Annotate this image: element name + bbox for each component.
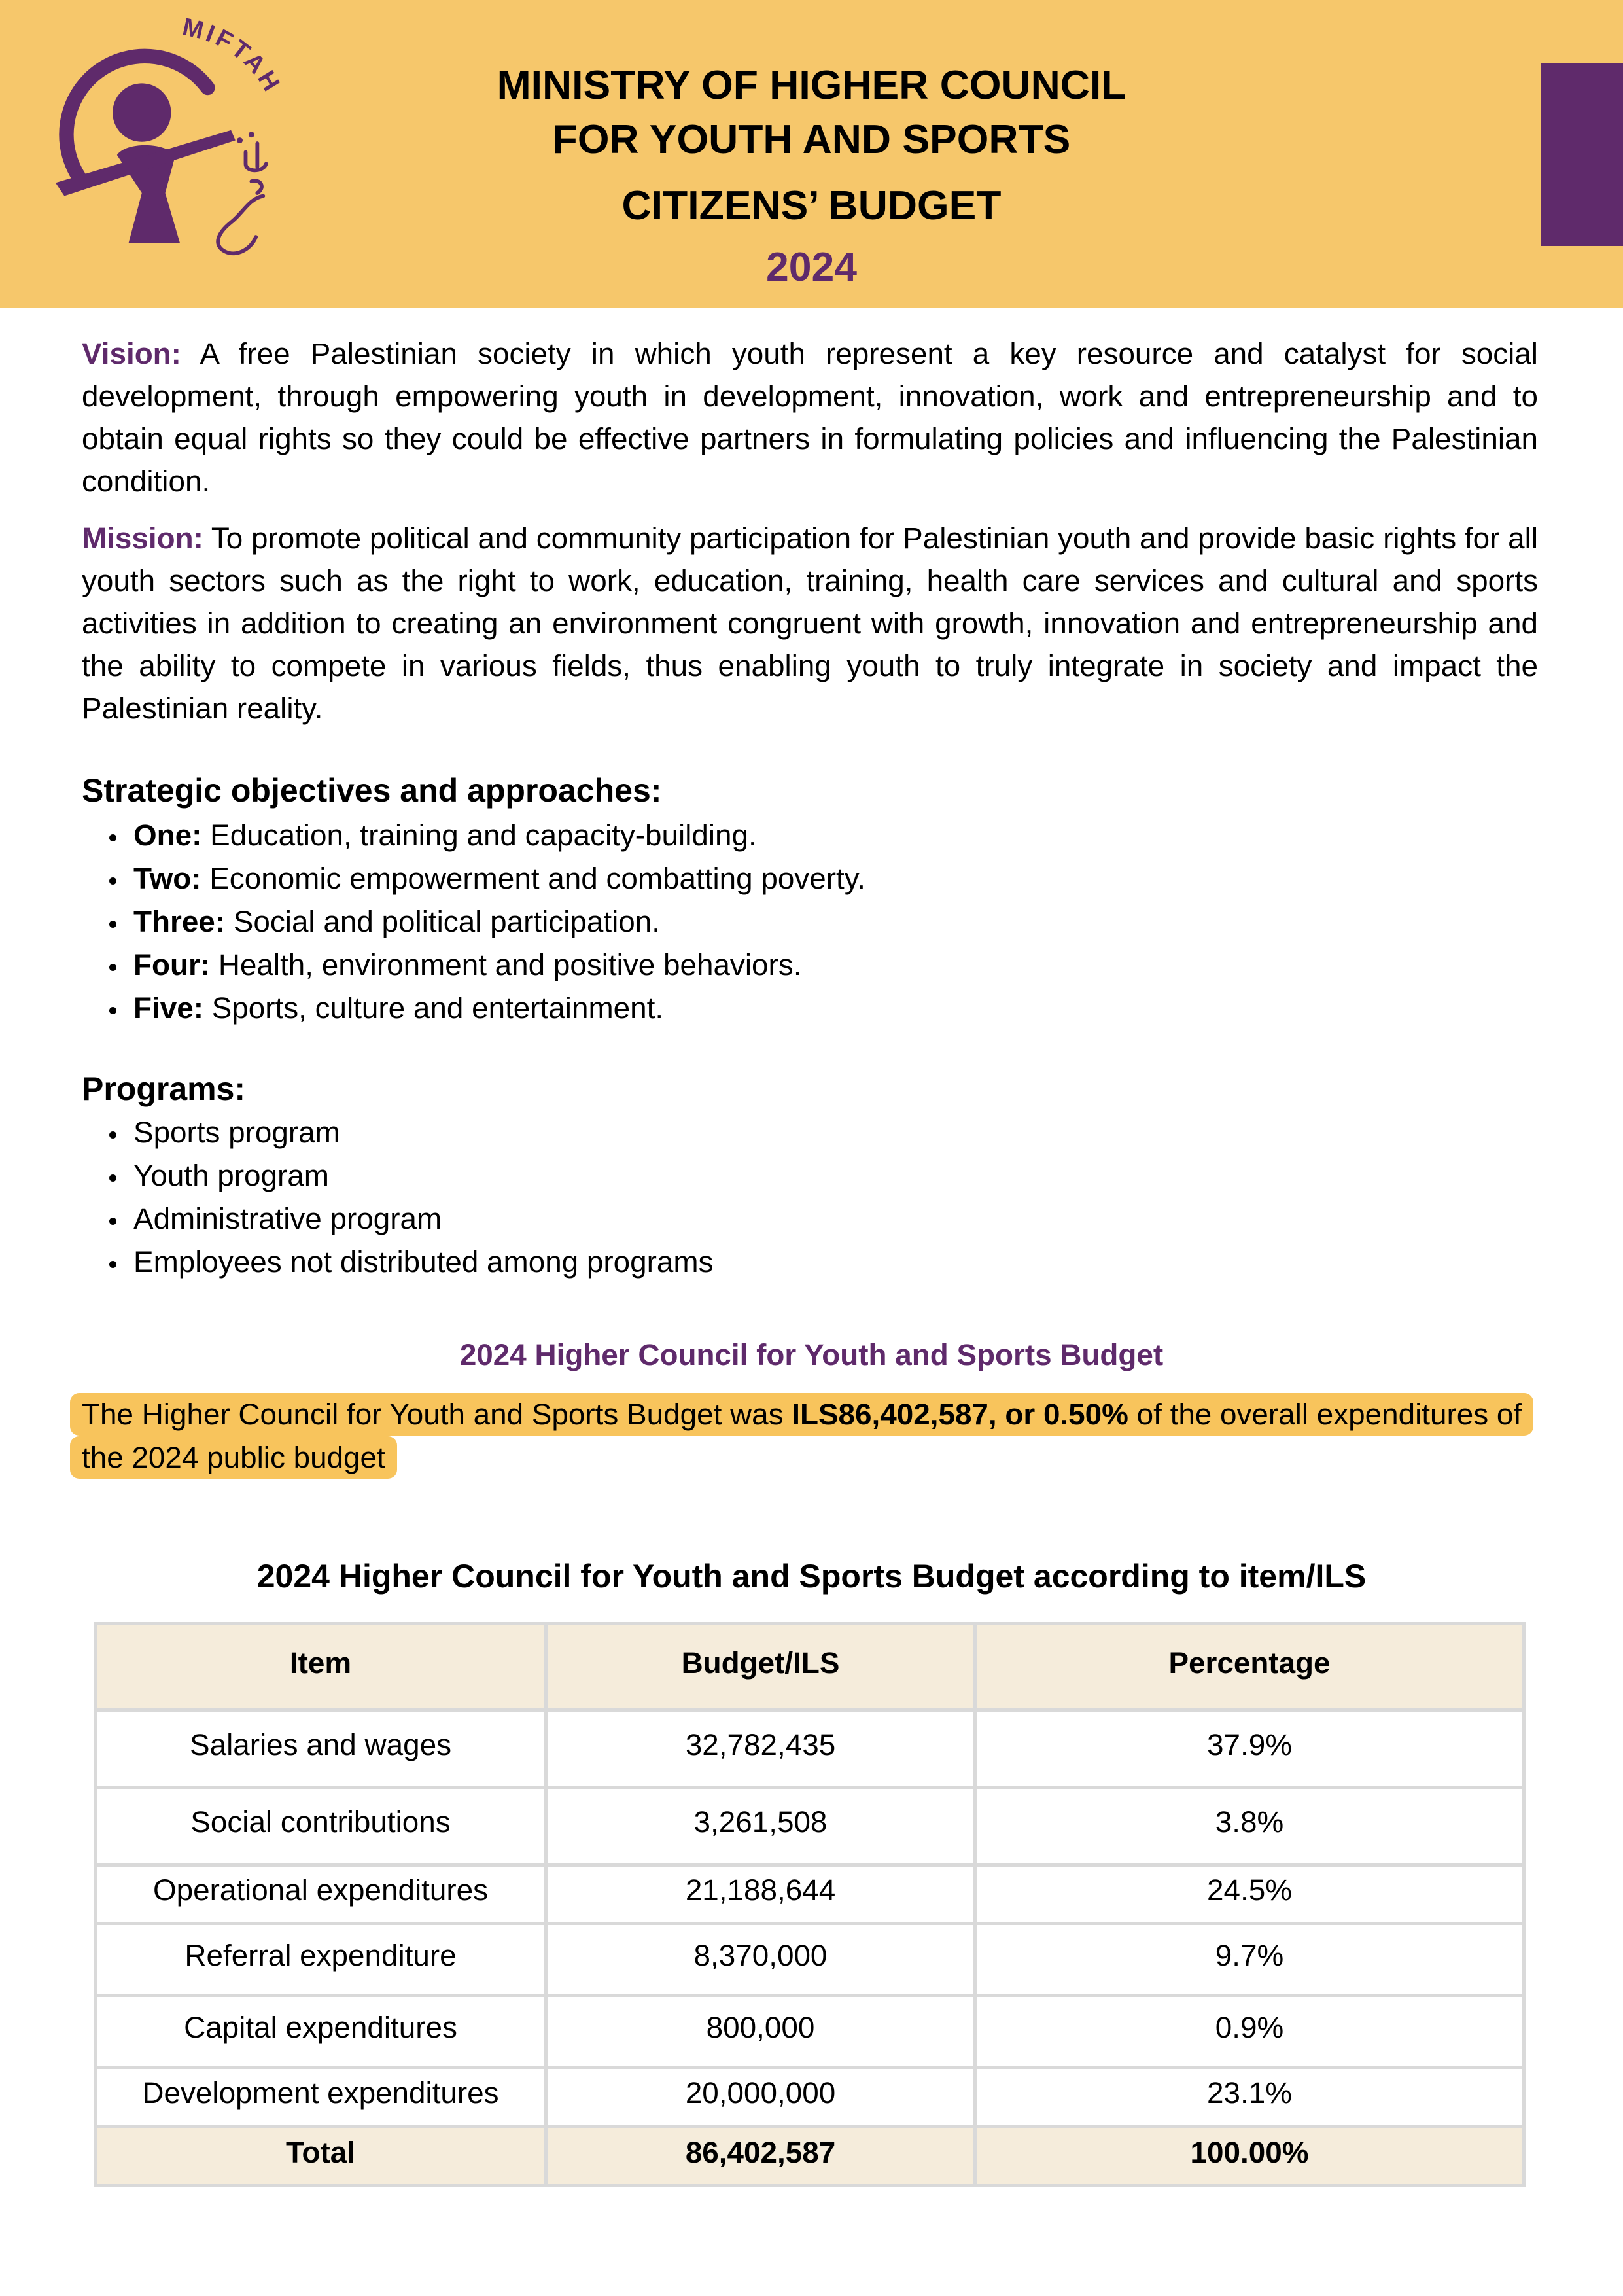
title-line-2: FOR YOUTH AND SPORTS	[552, 116, 1071, 162]
bullet-icon	[109, 877, 116, 885]
document-subtitle: CITIZENS’ BUDGET	[621, 183, 1002, 228]
list-item	[82, 857, 865, 900]
list-item	[82, 900, 865, 944]
bullet-icon	[109, 921, 116, 928]
cell-budget: 800,000	[546, 1996, 975, 2068]
program-name: Employees not distributed among programs	[133, 1245, 714, 1279]
objectives-heading: Strategic objectives and approaches:	[82, 772, 662, 809]
cell-item: Capital expenditures	[96, 1996, 546, 2068]
bullet-icon	[109, 834, 116, 841]
column-header-budget: Budget/ILS	[546, 1624, 975, 1710]
mission-label: Mission:	[82, 521, 203, 555]
table-total-row	[96, 2127, 1524, 2186]
objective-text: Education, training and capacity-building.	[210, 819, 757, 852]
table-row	[96, 1996, 1524, 2068]
list-item	[82, 1154, 713, 1197]
programs-heading: Programs:	[82, 1070, 246, 1107]
cell-item: Salaries and wages	[96, 1710, 546, 1788]
summary-text-before: The Higher Council for Youth and Sports Budget was	[82, 1398, 792, 1431]
table-row	[96, 2068, 1524, 2127]
cell-item: Development expenditures	[96, 2068, 546, 2127]
objective-text: Social and political participation.	[233, 905, 660, 938]
list-item	[82, 1241, 713, 1284]
budget-summary	[70, 1393, 1563, 1479]
cell-percentage: 3.8%	[975, 1788, 1524, 1865]
bullet-icon	[109, 1131, 116, 1139]
column-header-item: Item	[96, 1624, 546, 1710]
list-item	[82, 814, 865, 857]
vision-paragraph	[82, 332, 1538, 503]
cell-percentage: 37.9%	[975, 1710, 1524, 1788]
cell-percentage: 24.5%	[975, 1865, 1524, 1924]
objective-text: Health, environment and positive behaviors.	[218, 948, 802, 981]
programs-list	[82, 1111, 713, 1284]
cell-percentage: 0.9%	[975, 1996, 1524, 2068]
budget-table-title: 2024 Higher Council for Youth and Sports Budget according to item/ILS	[256, 1558, 1367, 1595]
objective-label: Four:	[133, 948, 211, 981]
cell-budget: 20,000,000	[546, 2068, 975, 2127]
objectives-list	[82, 814, 865, 1030]
objective-text: Sports, culture and entertainment.	[211, 991, 664, 1025]
column-header-percentage: Percentage	[975, 1624, 1524, 1710]
program-name: Sports program	[133, 1116, 340, 1149]
cell-item: Operational expenditures	[96, 1865, 546, 1924]
table-row	[96, 1865, 1524, 1924]
mission-text: To promote political and community participation for Palestinian youth and provide basic rights for all youth sectors such as the right to work, education, training, health care services and cultural and sports activities in addition to creating an environment congruent with growth, innovation and entrepreneurship and the ability to compete in various fields, thus enabling youth to truly integrate in society and impact the Palestinian reality.	[82, 521, 1539, 725]
bullet-icon	[109, 1174, 116, 1182]
bullet-icon	[109, 964, 116, 971]
objective-label: Five:	[133, 991, 203, 1025]
cell-budget: 3,261,508	[546, 1788, 975, 1865]
table-row	[96, 1788, 1524, 1865]
cell-item: Social contributions	[96, 1788, 546, 1865]
cell-total-budget: 86,402,587	[546, 2127, 975, 2186]
logo-wordmark-text: MIFTAH	[180, 13, 287, 99]
bullet-icon	[109, 1261, 116, 1268]
bullet-icon	[109, 1218, 116, 1225]
list-item	[82, 1111, 713, 1154]
cell-item: Referral expenditure	[96, 1924, 546, 1996]
table-row	[96, 1710, 1524, 1788]
summary-highlight	[70, 1393, 1533, 1479]
vision-text: A free Palestinian society in which youth represent a key resource and catalyst for social development, through empowering youth in development, innovation, work and entrepreneurship and to obtain equal rights so they could be effective partners in formulating policies and influencing the Palestinian condition.	[82, 337, 1538, 498]
mission-paragraph	[82, 517, 1538, 730]
cell-total-percentage: 100.00%	[975, 2127, 1524, 2186]
summary-text-after: of the overall expenditures of the 2024 public budget	[82, 1398, 1522, 1474]
title-line-1: MINISTRY OF HIGHER COUNCIL	[497, 62, 1126, 108]
cell-percentage: 9.7%	[975, 1924, 1524, 1996]
program-name: Youth program	[133, 1159, 329, 1192]
cell-budget: 8,370,000	[546, 1924, 975, 1996]
table-header-row	[96, 1624, 1524, 1710]
cell-percentage: 23.1%	[975, 2068, 1524, 2127]
list-item	[82, 987, 865, 1030]
cell-total-label: Total	[96, 2127, 546, 2186]
objective-label: Two:	[133, 862, 201, 895]
budget-table	[94, 1622, 1526, 2187]
objective-label: One:	[133, 819, 202, 852]
cell-budget: 21,188,644	[546, 1865, 975, 1924]
program-name: Administrative program	[133, 1202, 442, 1235]
cell-budget: 32,782,435	[546, 1710, 975, 1788]
budget-section-title: 2024 Higher Council for Youth and Sports Budget	[459, 1338, 1164, 1371]
vision-label: Vision:	[82, 337, 181, 370]
list-item	[82, 944, 865, 987]
objective-label: Three:	[133, 905, 226, 938]
table-row	[96, 1924, 1524, 1996]
document-year: 2024	[765, 244, 858, 290]
bullet-icon	[109, 1007, 116, 1014]
objective-text: Economic empowerment and combatting poverty.	[209, 862, 865, 895]
list-item	[82, 1197, 713, 1241]
summary-amount: ILS86,402,587, or 0.50%	[792, 1398, 1128, 1431]
